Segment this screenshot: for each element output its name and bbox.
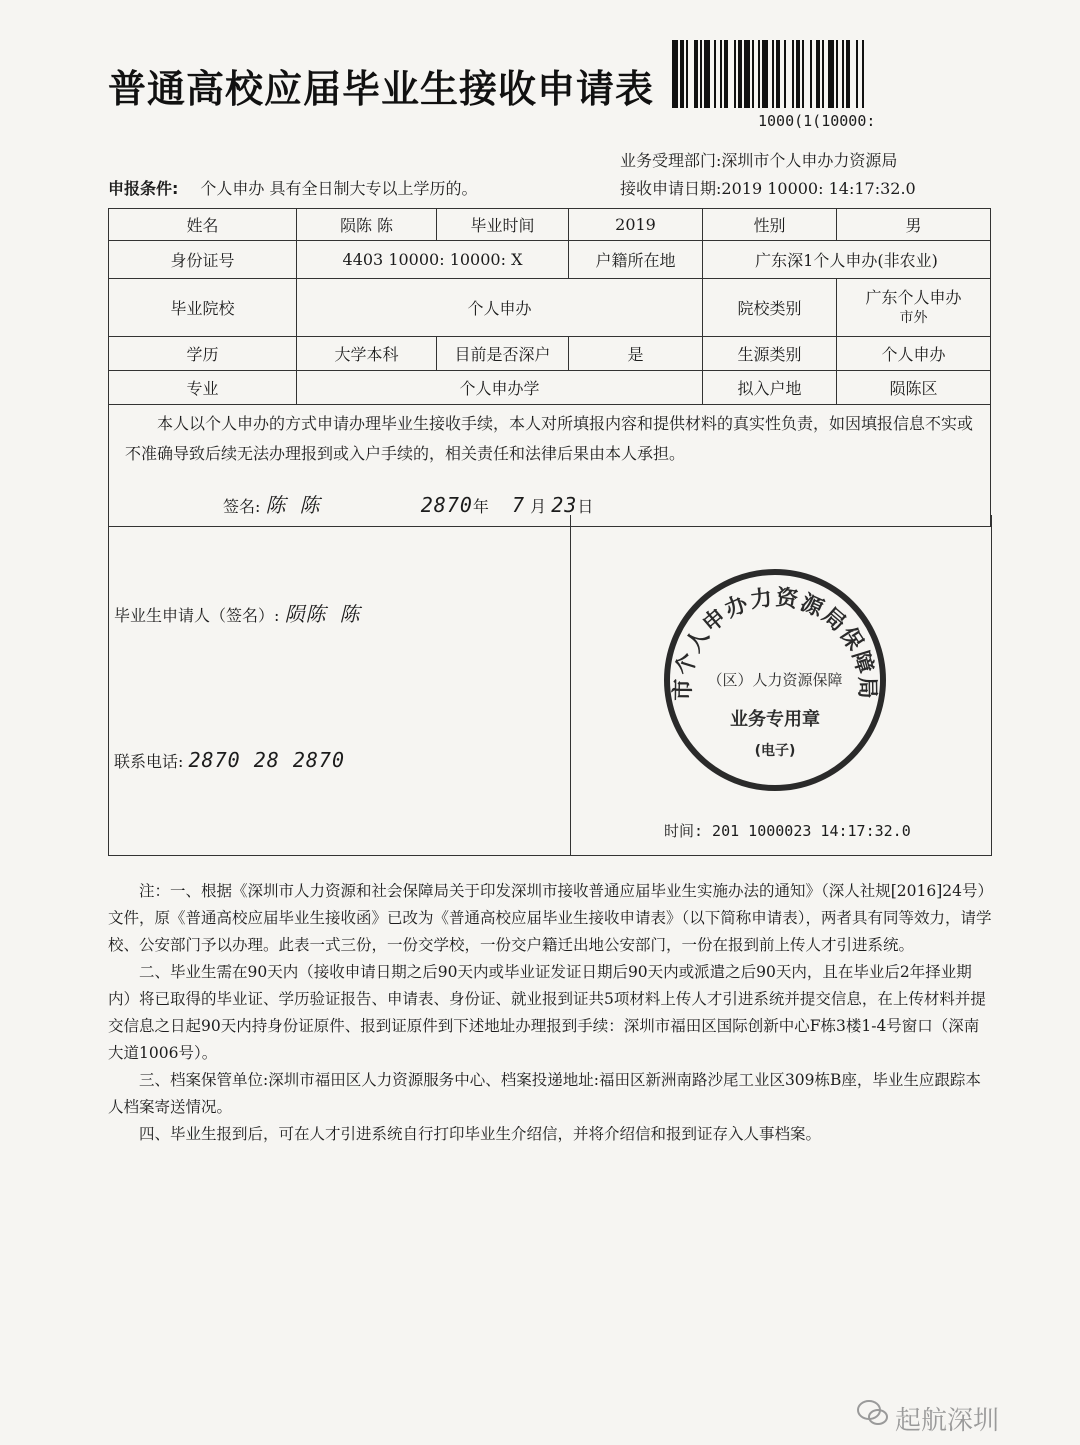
barcode-bar: [720, 40, 722, 108]
note-item: 三、档案保管单位:深圳市福田区人力资源服务中心、档案投递地址:福田区新洲南路沙尾工业区309栋B座，毕业生应跟踪本人档案寄送情况。: [108, 1071, 981, 1116]
barcode-bar: [796, 40, 800, 108]
grad-time-value: 2019: [569, 209, 703, 241]
table-row: [109, 371, 991, 405]
dept-label: 业务受理部门:: [620, 151, 722, 170]
seal-top-text: 市个人申办力资源局保障局: [670, 585, 880, 701]
school-type-value: 广东个人申办: [865, 287, 962, 307]
stamp-time: 时间: 201 1000023 14:17:32.0: [664, 822, 911, 840]
barcode-bar: [846, 40, 850, 108]
table-row: [109, 209, 991, 241]
official-seal: [660, 565, 890, 795]
applicant-label: 毕业生申请人（签名）:: [114, 606, 280, 625]
barcode-bar: [802, 40, 804, 108]
wechat-icon: [856, 1398, 890, 1428]
barcode-bar: [672, 40, 678, 108]
day-label: 日: [577, 497, 594, 516]
month-label: 月: [530, 497, 547, 516]
shenzhen-value: 是: [569, 337, 703, 371]
phone-label: 联系电话:: [114, 752, 184, 771]
barcode-bar: [734, 40, 736, 108]
seal-middle-text: （区）人力资源保障: [707, 671, 843, 689]
id-label: 身份证号: [109, 241, 297, 279]
note-item: 二、毕业生需在90天内（接收申请日期之后90天内或毕业证发证日期后90天内或派遣之后90天内，且在毕业后2年择业期内）将已取得的毕业证、学历验证报告、申请表、身份证、就业报到证共5项材料上传人才引进系统并提交信息，在上传材料并提交信息之日起90天内持身份证原件、报到证原件到下述地址办理报到手续：深圳市福田区国际创新中心F栋3楼1-4号窗口（深南大道1006号）。: [108, 963, 986, 1062]
barcode-bar: [810, 40, 812, 108]
declaration-sign-line: [223, 489, 986, 518]
shenzhen-label: 目前是否深户: [437, 337, 569, 371]
barcode-bar: [772, 40, 774, 108]
barcode-bar: [700, 40, 702, 108]
watermark-text: 起航深圳: [895, 1406, 1000, 1436]
table-row: [109, 337, 991, 371]
id-value: 4403 10000: 10000: X: [297, 241, 569, 279]
major-value: 个人申办学: [297, 371, 703, 405]
barcode-bar: [694, 40, 698, 108]
applicant-signature: 陨陈 陈: [284, 602, 361, 626]
sign-label: 签名:: [223, 497, 261, 516]
barcode-bar: [792, 40, 794, 108]
seal-bottom-text: 业务专用章: [730, 709, 820, 730]
barcode-bar: [686, 40, 688, 108]
year-label: 年: [472, 497, 489, 516]
school-type-sub: 市外: [899, 309, 928, 326]
condition-line: [108, 176, 478, 199]
declaration-cell: [109, 405, 991, 527]
date-value: 2019 10000: 14:17:32.0: [721, 179, 916, 198]
school-type-label: 院校类别: [703, 279, 837, 337]
barcode-bar: [784, 40, 786, 108]
barcode-bar: [680, 40, 684, 108]
settle-label: 拟入户地: [703, 371, 837, 405]
source-label: 生源类别: [703, 337, 837, 371]
note-item: 注：一、根据《深圳市人力资源和社会保障局关于印发深圳市接收普通应届毕业生实施办法的通知》（深人社规[2016]24号）文件，原《普通高校应届毕业生接收函》已改为《普通高校应届毕业生接收申请表》（以下简称申请表），两者具有同等效力，请学校、公安部门予以办理。此表一式三份，一份交学校，一份交户籍迁出地公安部门，一份在报到前上传人才引进系统。: [108, 882, 994, 954]
info-table: [108, 208, 991, 527]
barcode-bar: [714, 40, 716, 108]
date-line: [620, 176, 916, 199]
table-row: [109, 405, 991, 527]
barcode-bar: [836, 40, 838, 108]
barcode-bar: [776, 40, 780, 108]
source-value: 个人申办: [837, 337, 991, 371]
phone-value: 2870 28 2870: [188, 748, 345, 772]
table-row: [109, 279, 991, 337]
barcode-number: 1000(1(10000:: [758, 112, 876, 130]
note-item: 四、毕业生报到后，可在人才引进系统自行打印毕业生介绍信，并将介绍信和报到证存入人事档案。: [139, 1125, 822, 1143]
barcode-bar: [856, 40, 858, 108]
grad-time-label: 毕业时间: [437, 209, 569, 241]
sign-value: 陈 陈: [265, 493, 321, 517]
table-row: [109, 241, 991, 279]
sign-day: 23: [551, 493, 578, 517]
barcode-bar: [822, 40, 824, 108]
barcode-bar: [762, 40, 768, 108]
signature-divider: [570, 515, 571, 855]
barcode: [672, 40, 962, 108]
declaration-text: 本人以个人申办的方式申请办理毕业生接收手续，本人对所填报内容和提供材料的真实性负责，如因填报信息不实或不准确导致后续无法办理报到或入户手续的，相关责任和法律后果由本人承担。: [125, 414, 974, 463]
phone-line: [114, 748, 345, 772]
hukou-value: 广东深1个人申办(非农业): [703, 241, 991, 279]
barcode-bar: [738, 40, 742, 108]
sign-year: 2870: [420, 493, 473, 517]
name-value: 陨陈 陈: [297, 209, 437, 241]
barcode-bar: [724, 40, 728, 108]
settle-value: 陨陈区: [837, 371, 991, 405]
school-value: 个人申办: [297, 279, 703, 337]
date-label: 接收申请日期:: [620, 179, 722, 198]
sign-month: 7: [512, 493, 526, 517]
major-label: 专业: [109, 371, 297, 405]
applicant-line: [114, 598, 361, 627]
name-label: 姓名: [109, 209, 297, 241]
dept-line: [620, 148, 897, 171]
barcode-bar: [752, 40, 754, 108]
gender-label: 性别: [703, 209, 837, 241]
edu-label: 学历: [109, 337, 297, 371]
barcode-bar: [704, 40, 710, 108]
barcode-bar: [816, 40, 820, 108]
hukou-label: 户籍所在地: [569, 241, 703, 279]
edu-value: 大学本科: [297, 337, 437, 371]
form-title: 普通高校应届毕业生接收申请表: [108, 67, 655, 111]
dept-value: 深圳市个人申办力资源局: [721, 151, 898, 170]
barcode-bar: [842, 40, 844, 108]
barcode-bar: [744, 40, 750, 108]
barcode-bar: [758, 40, 760, 108]
school-type-cell: [837, 279, 991, 337]
condition-label: 申报条件:: [108, 179, 179, 198]
barcode-bar: [862, 40, 864, 108]
barcode-bar: [828, 40, 834, 108]
condition-value: 个人申办 具有全日制大专以上学历的。: [200, 179, 478, 198]
gender-value: 男: [837, 209, 991, 241]
school-label: 毕业院校: [109, 279, 297, 337]
seal-tag: (电子): [754, 743, 796, 759]
notes-section: [108, 878, 994, 1148]
